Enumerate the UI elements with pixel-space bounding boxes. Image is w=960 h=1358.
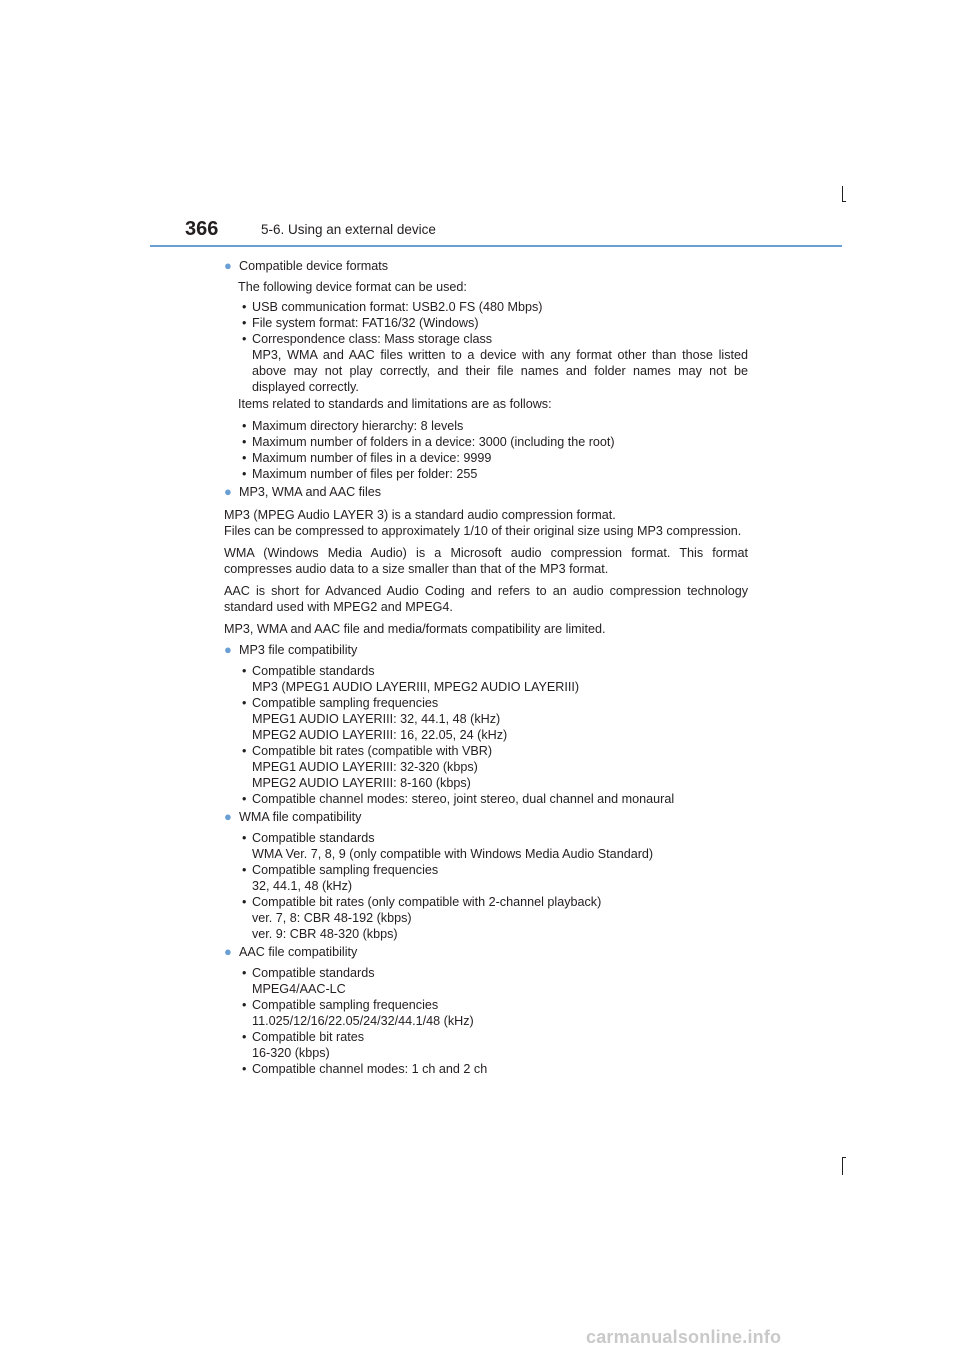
dot-icon: • — [242, 792, 247, 806]
bullet-icon: ● — [224, 809, 232, 824]
list-detail: MPEG1 AUDIO LAYERIII: 32, 44.1, 48 (kHz) — [252, 712, 501, 726]
dot-icon: • — [242, 831, 247, 845]
paragraph: WMA (Windows Media Audio) is a Microsoft audio compression format. This format compresses audio data to a size smaller than that of the MP3 format. — [224, 546, 748, 576]
page-number: 366 — [185, 218, 219, 240]
dot-icon: • — [242, 664, 247, 678]
dot-icon: • — [242, 696, 247, 710]
list-item: • Compatible standards — [242, 831, 375, 845]
paragraph: AAC is short for Advanced Audio Coding and refers to an audio compression technology standard used with MPEG2 and MPEG4. — [224, 584, 748, 614]
bullet-title: WMA file compatibility — [239, 810, 362, 824]
list-detail: ver. 9: CBR 48-320 (kbps) — [252, 927, 398, 941]
list-detail: MP3 (MPEG1 AUDIO LAYERIII, MPEG2 AUDIO LAYERIII) — [252, 680, 580, 694]
paragraph: Files can be compressed to approximately 1/10 of their original size using MP3 compression. — [224, 524, 742, 538]
dot-icon: • — [242, 332, 247, 346]
list-detail: 16-320 (kbps) — [252, 1046, 330, 1060]
dot-icon: • — [242, 451, 247, 465]
dot-icon: • — [242, 1062, 247, 1076]
dot-icon: • — [242, 300, 247, 314]
list-detail: ver. 7, 8: CBR 48-192 (kbps) — [252, 911, 412, 925]
list-detail: MPEG2 AUDIO LAYERIII: 16, 22.05, 24 (kHz) — [252, 728, 508, 742]
list-item: • USB communication format: USB2.0 FS (480 Mbps) — [242, 300, 543, 314]
list-detail: MPEG1 AUDIO LAYERIII: 32-320 (kbps) — [252, 760, 478, 774]
list-item: • Compatible standards — [242, 664, 375, 678]
bullet-title: AAC file compatibility — [239, 945, 358, 959]
bullet-heading-aac-compat — [224, 944, 748, 960]
dot-icon: • — [242, 966, 247, 980]
crop-mark-bottom-right — [842, 1157, 843, 1175]
list-item: • Maximum number of files per folder: 255 — [242, 467, 478, 481]
page-header — [185, 218, 840, 246]
list-detail: 11.025/12/16/22.05/24/32/44.1/48 (kHz) — [252, 1014, 474, 1028]
paragraph: MP3, WMA and AAC file and media/formats compatibility are limited. — [224, 622, 606, 636]
crop-mark-bottom-right-foot — [842, 1157, 846, 1158]
list-detail: MPEG4/AAC-LC — [252, 982, 346, 996]
list-item: • Compatible sampling frequencies — [242, 863, 439, 877]
bullet-heading-device-formats — [224, 258, 748, 274]
list-item: • Maximum number of files in a device: 9999 — [242, 451, 492, 465]
bullet-icon: ● — [224, 944, 232, 959]
list-item: • Compatible standards — [242, 966, 375, 980]
dot-icon: • — [242, 895, 247, 909]
bullet-icon: ● — [224, 258, 232, 273]
dot-icon: • — [242, 467, 247, 481]
dot-icon: • — [242, 1030, 247, 1044]
bullet-heading-wma-compat — [224, 809, 748, 825]
bullet-icon: ● — [224, 484, 232, 499]
header-rule — [150, 245, 842, 247]
bullet-title: MP3, WMA and AAC files — [239, 485, 382, 499]
list-item: • Maximum directory hierarchy: 8 levels — [242, 419, 464, 433]
list-item: • Compatible bit rates (only compatible with 2-channel playback) — [242, 895, 602, 909]
bullet-title: Compatible device formats — [239, 259, 389, 273]
format-note: MP3, WMA and AAC files written to a device with any format other than those listed above may not play correctly, and their file names and folder names may not be displayed correctly. — [252, 348, 748, 394]
list-detail: WMA Ver. 7, 8, 9 (only compatible with Windows Media Audio Standard) — [252, 847, 654, 861]
dot-icon: • — [242, 998, 247, 1012]
list-item: • Compatible bit rates — [242, 1030, 364, 1044]
dot-icon: • — [242, 419, 247, 433]
watermark: carmanualsonline.info — [586, 1327, 782, 1347]
list-detail: 32, 44.1, 48 (kHz) — [252, 879, 353, 893]
dot-icon: • — [242, 863, 247, 877]
list-item: • Maximum number of folders in a device: 3000 (including the root) — [242, 435, 615, 449]
list-item: • Compatible channel modes: 1 ch and 2 ch — [242, 1062, 488, 1076]
list-item: • Compatible channel modes: stereo, joint stereo, dual channel and monaural — [242, 792, 675, 806]
paragraph: Items related to standards and limitations are as follows: — [238, 397, 552, 411]
dot-icon: • — [242, 316, 247, 330]
paragraph: MP3 (MPEG Audio LAYER 3) is a standard audio compression format. — [224, 508, 616, 522]
list-item: • Compatible sampling frequencies — [242, 696, 439, 710]
crop-mark-top-right-foot — [842, 201, 846, 202]
list-item: • Compatible sampling frequencies — [242, 998, 439, 1012]
list-item: • Correspondence class: Mass storage class — [242, 332, 493, 346]
bullet-heading-mp3-wma-aac — [224, 484, 748, 500]
section-title: 5-6. Using an external device — [261, 222, 436, 237]
crop-mark-top-right — [842, 186, 843, 202]
dot-icon: • — [242, 744, 247, 758]
page-content — [224, 256, 748, 1077]
list-item: • Compatible bit rates (compatible with VBR) — [242, 744, 493, 758]
dot-icon: • — [242, 435, 247, 449]
bullet-title: MP3 file compatibility — [239, 643, 358, 657]
paragraph: The following device format can be used: — [238, 280, 467, 294]
list-detail: MPEG2 AUDIO LAYERIII: 8-160 (kbps) — [252, 776, 471, 790]
bullet-icon: ● — [224, 642, 232, 657]
bullet-heading-mp3-compat — [224, 642, 748, 658]
list-item: • File system format: FAT16/32 (Windows) — [242, 316, 479, 330]
